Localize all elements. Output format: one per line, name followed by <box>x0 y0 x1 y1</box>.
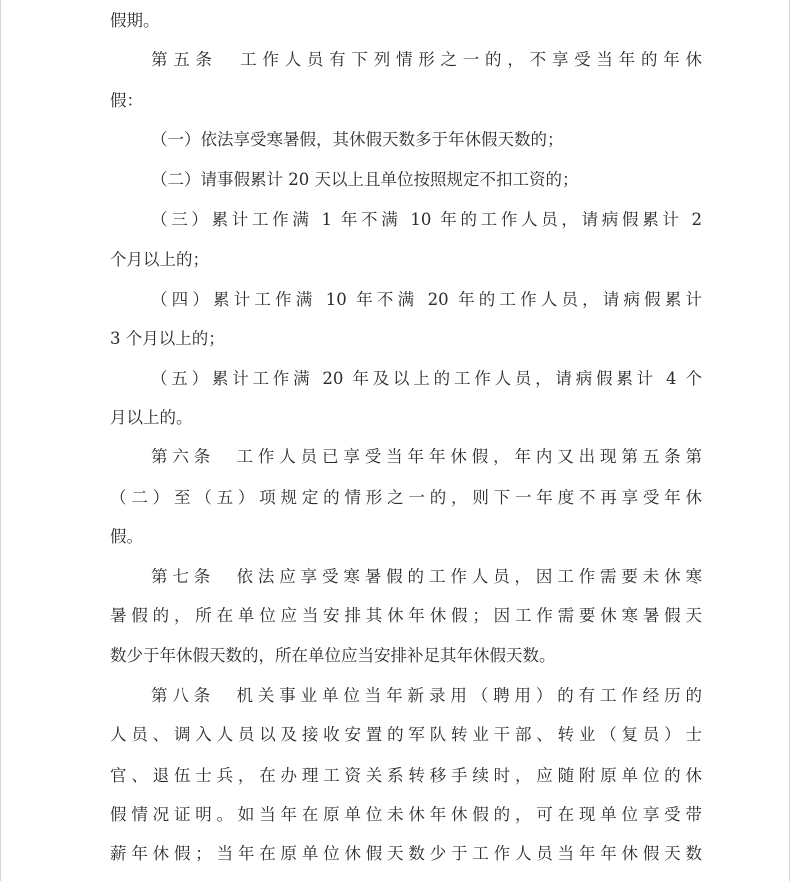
text-line-12: 第六条 工作人员已享受当年年休假，年内又出现第五条第 <box>151 447 702 466</box>
text-line-6: （三）累计工作满 1 年不满 10 年的工作人员，请病假累计 2 <box>151 210 702 229</box>
text-line-21: 假情况证明。如当年在原单位未休年休假的，可在现单位享受带 <box>110 805 702 824</box>
text-line-2: 第五条 工作人员有下列情形之一的，不享受当年的年休 <box>151 50 702 69</box>
text-line-20: 官、退伍士兵，在办理工资关系转移手续时，应随附原单位的休 <box>110 766 702 785</box>
text-line-13: （二）至（五）项规定的情形之一的，则下一年度不再享受年休 <box>110 488 702 507</box>
text-line-17: 数少于年休假天数的，所在单位应当安排补足其年休假天数。 <box>110 646 556 665</box>
text-line-15: 第七条 依法应享受寒暑假的工作人员，因工作需要未休寒 <box>151 567 702 586</box>
text-line-16: 暑假的，所在单位应当安排其休年休假；因工作需要休寒暑假天 <box>110 606 702 625</box>
text-line-4: （一）依法享受寒暑假，其休假天数多于年休假天数的； <box>151 130 564 149</box>
text-line-7: 个月以上的； <box>110 250 209 269</box>
text-line-3: 假： <box>110 91 143 110</box>
text-line-10: （五）累计工作满 20 年及以上的工作人员，请病假累计 4 个 <box>151 369 702 388</box>
text-line-11: 月以上的。 <box>110 408 193 427</box>
text-line-14: 假。 <box>110 527 143 546</box>
text-line-5: （二）请事假累计 20 天以上且单位按照规定不扣工资的； <box>151 170 579 189</box>
text-line-19: 人员、调入人员以及接收安置的军队转业干部、转业（复员）士 <box>110 725 702 744</box>
text-line-22: 薪年休假；当年在原单位休假天数少于工作人员当年年休假天数 <box>110 844 702 863</box>
text-line-18: 第八条 机关事业单位当年新录用（聘用）的有工作经历的 <box>151 686 702 705</box>
text-line-8: （四）累计工作满 10 年不满 20 年的工作人员，请病假累计 <box>151 290 702 309</box>
text-line-1: 假期。 <box>110 11 160 30</box>
text-line-9: 3 个月以上的； <box>110 329 225 348</box>
